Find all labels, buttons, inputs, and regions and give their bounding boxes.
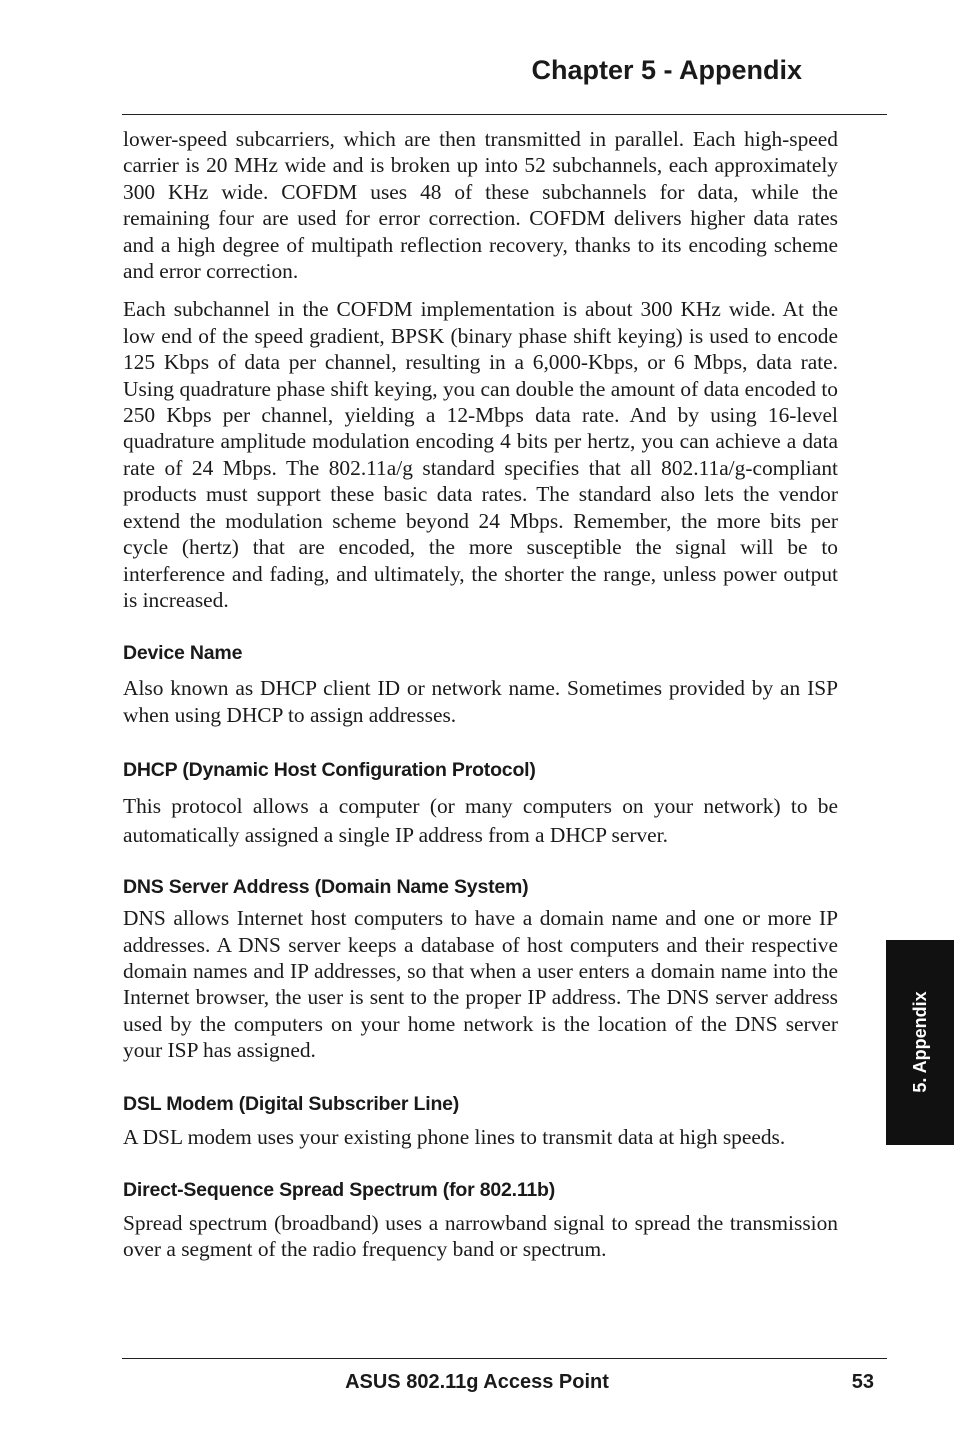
page-content <box>123 126 838 1263</box>
section-text-dns: DNS allows Internet host computers to have a domain name and one or more IP addresses. A DNS server keeps a database of host computers and their respective domain names and IP addresses, so that when a user enters a domain name into the Internet browser, the user is sent to the proper IP address. The DNS server address used by the computers on your home network is the location of the DNS server your ISP has assigned. <box>123 906 838 1063</box>
body-paragraph-cofdm-intro: lower-speed subcarriers, which are then transmitted in parallel. Each high-speed carrier is 20 MHz wide and is broken up into 52 subchannels, each approximately 300 KHz wide. COFDM uses 48 of these subchannels for data, while the remaining four are used for error correction. COFDM delivers higher data rates and a high degree of multipath reflection recovery, thanks to its encoding scheme and error correction. <box>123 127 838 284</box>
section-heading-dhcp: DHCP (Dynamic Host Configuration Protocol) <box>123 759 536 782</box>
chapter-title: Chapter 5 - Appendix <box>531 55 802 85</box>
body-paragraph-cofdm-subchannels: Each subchannel in the COFDM implementation is about 300 KHz wide. At the low end of the speed gradient, BPSK (binary phase shift keying) is used to encode 125 Kbps of data per channel, resulting in a 6,000-Kbps, or 6 Mbps, data rate. Using quadrature phase shift keying, you can double the amount of data encoded to 250 Kbps per channel, yielding a 12-Mbps data rate. And by using 16-level quadrature amplitude modulation encoding 4 bits per hertz, you can achieve a data rate of 24 Mbps. The 802.11a/g standard specifies that all 802.11a/g-compliant products must support these basic data rates. The standard also lets the vendor extend the modulation scheme beyond 24 Mbps. Remember, the more bits per cycle (hertz) that are encoded, the more susceptible the signal will be to interference and fading, and ultimately, the shorter the range, unless power output is increased. <box>123 297 838 612</box>
header-divider <box>122 114 887 115</box>
section-heading-dsss: Direct-Sequence Spread Spectrum (for 802.11b) <box>123 1178 556 1201</box>
page-number: 53 <box>851 1371 874 1393</box>
section-heading-dns: DNS Server Address (Domain Name System) <box>123 876 529 899</box>
section-text-device-name: Also known as DHCP client ID or network name. Sometimes provided by an ISP when using DHCP to assign addresses. <box>123 676 838 727</box>
section-text-dhcp: This protocol allows a computer (or many computers on your network) to be automatically assigned a single IP address from a DHCP server. <box>123 794 838 847</box>
section-heading-dsl: DSL Modem (Digital Subscriber Line) <box>123 1092 460 1115</box>
footer-product-name: ASUS 802.11g Access Point <box>345 1371 609 1393</box>
section-text-dsss: Spread spectrum (broadband) uses a narrowband signal to spread the transmission over a segment of the radio frequency band or spectrum. <box>123 1210 838 1262</box>
footer-divider <box>122 1358 887 1359</box>
side-tab-label: 5. Appendix <box>910 991 930 1093</box>
section-heading-device-name: Device Name <box>123 642 243 665</box>
section-text-dsl: A DSL modem uses your existing phone lines to transmit data at high speeds. <box>123 1124 786 1149</box>
chapter-side-tab <box>886 940 954 1145</box>
